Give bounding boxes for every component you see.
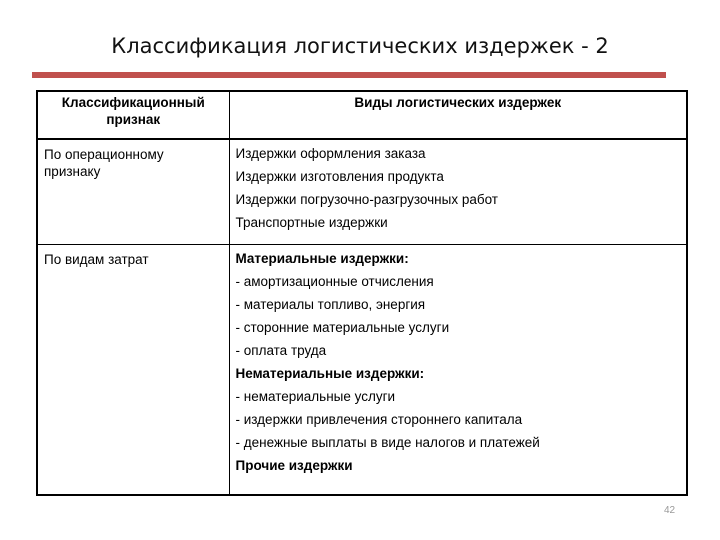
- row-criterion: По видам затрат: [37, 244, 229, 495]
- cost-item: Издержки изготовления продукта: [235, 169, 444, 184]
- cost-item: - сторонние материальные услуги: [235, 319, 450, 335]
- classification-table: [36, 90, 688, 496]
- cost-group-heading: Нематериальные издержки:: [235, 365, 425, 381]
- cost-item: Издержки погрузочно-разгрузочных работ: [235, 192, 498, 207]
- cost-item: - издержки привлечения стороннего капитала: [235, 411, 523, 427]
- column-header-criterion: Классификационный признак: [37, 91, 229, 139]
- cost-item: - материалы топливо, энергия: [235, 296, 426, 312]
- row-criterion: По операционному признаку: [37, 139, 229, 244]
- table-row: [37, 244, 687, 495]
- page-number: 42: [664, 505, 676, 516]
- cost-item: - денежные выплаты в виде налогов и платежей: [235, 434, 540, 450]
- row-cost-types: [229, 139, 687, 244]
- cost-group-heading: Прочие издержки: [235, 457, 353, 473]
- cost-item: - оплата труда: [235, 342, 327, 358]
- title-divider: [32, 72, 666, 78]
- column-header-cost-types: Виды логистических издержек: [229, 91, 687, 139]
- row-cost-types: [229, 244, 687, 495]
- cost-item: - амортизационные отчисления: [235, 273, 434, 289]
- cost-item: Издержки оформления заказа: [235, 146, 426, 161]
- slide-title: Классификация логистических издержек - 2: [111, 34, 609, 58]
- cost-group-heading: Материальные издержки:: [235, 250, 409, 266]
- table-row: [37, 139, 687, 244]
- cost-item: - нематериальные услуги: [235, 388, 396, 404]
- table-header-row: [37, 91, 687, 139]
- cost-item: Транспортные издержки: [235, 215, 388, 230]
